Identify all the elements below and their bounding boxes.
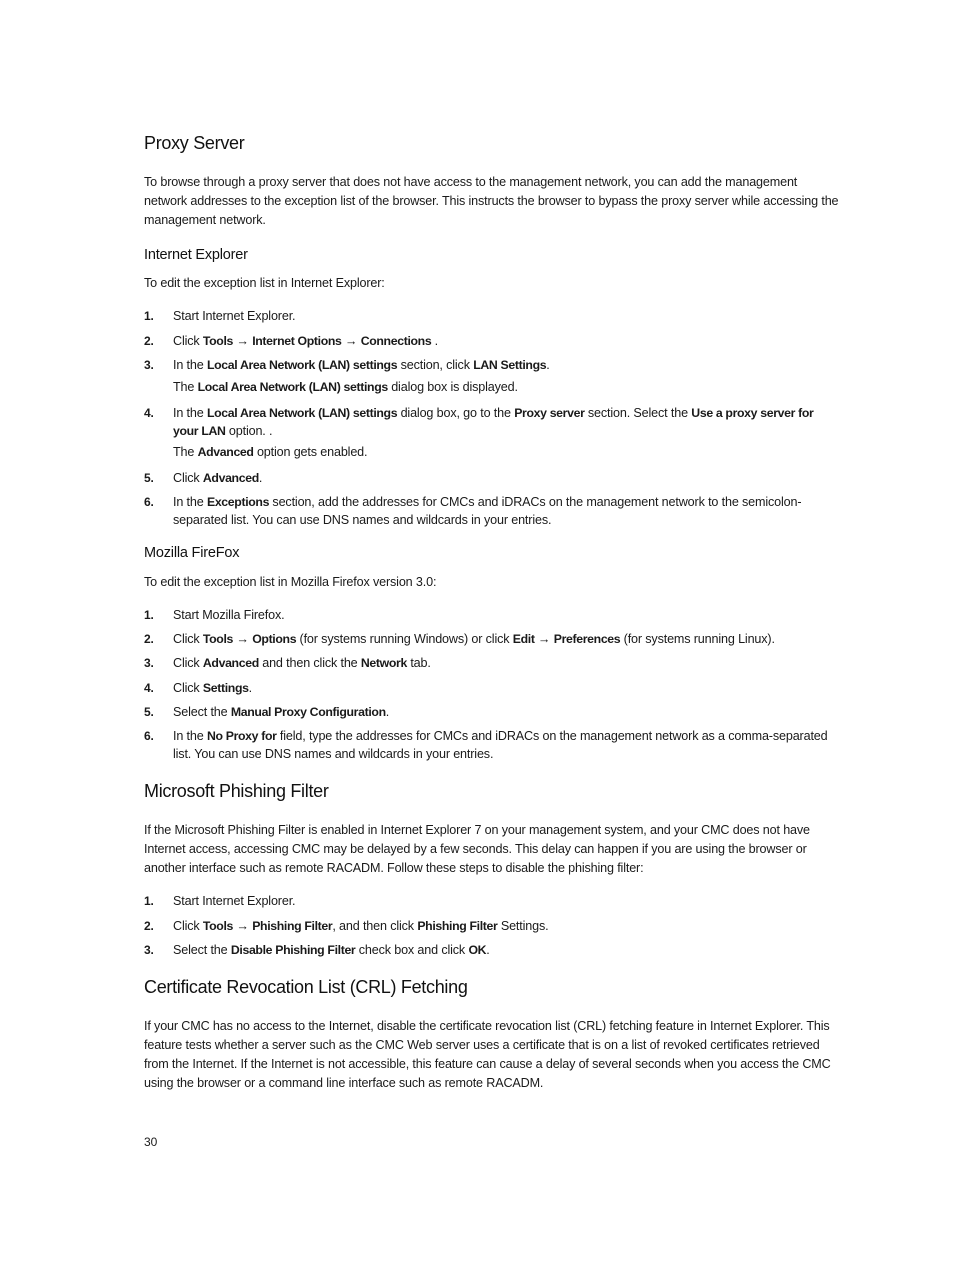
internet-explorer-intro: To edit the exception list in Internet Explorer:: [144, 276, 385, 290]
mozilla-firefox-intro: To edit the exception list in Mozilla Firefox version 3.0:: [144, 575, 437, 589]
phishing-filter-intro: If the Microsoft Phishing Filter is enabled in Internet Explorer 7 on your management system, and your CMC does not have Internet access, accessing CMC may be delayed by a few seconds. This delay can happen if you are using the browser or another interface such as remote RACADM. Follow these steps to disable the phishing filter:: [144, 823, 810, 875]
section-title-proxy-server: Proxy Server: [144, 133, 245, 153]
subsection-title-mozilla-firefox: Mozilla FireFox: [144, 545, 240, 561]
page-number: 30: [144, 1135, 158, 1149]
ie-step-3-result: The Local Area Network (LAN) settings dialog box is displayed.: [173, 380, 518, 394]
proxy-server-intro: To browse through a proxy server that does not have access to the management network, you can add the management network addresses to the exception list of the browser. This instructs the browser to bypass the proxy server while accessing the management network.: [144, 175, 839, 227]
section-title-microsoft-phishing-filter: Microsoft Phishing Filter: [144, 781, 329, 801]
ie-step-4-result: The Advanced option gets enabled.: [173, 445, 368, 459]
subsection-title-internet-explorer: Internet Explorer: [144, 247, 248, 263]
crl-fetching-intro: If your CMC has no access to the Internet, disable the certificate revocation list (CRL) fetching feature in Internet Explorer. This feature tests whether a server such as the CMC Web server uses a certificate that is on a list of revoked certificates retrieved from the Internet. If the Internet is not accessible, this feature can cause a delay of several seconds when you access the CMC using the browser or a command line interface such as remote RACADM.: [144, 1019, 831, 1090]
section-title-crl-fetching: Certificate Revocation List (CRL) Fetching: [144, 977, 468, 997]
